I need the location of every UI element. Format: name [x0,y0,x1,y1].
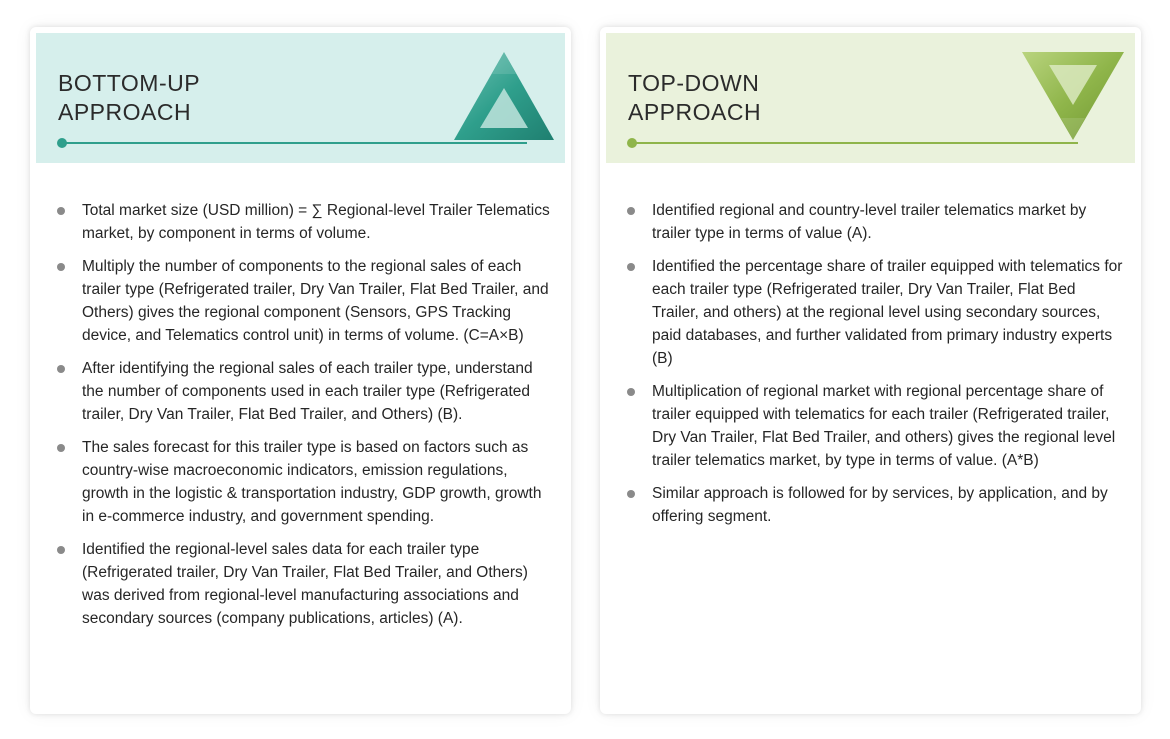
bullet-text: Identified regional and country-level trailer telematics market by trailer type in terms of value (A). [652,202,1087,242]
list-item [56,436,553,528]
list-item [626,380,1123,472]
bullet-text: Similar approach is followed for by services, by application, and by offering segment. [652,485,1108,525]
bullet-icon [627,207,635,215]
list-item [56,538,553,630]
list-item [626,199,1123,245]
bullet-icon [57,263,65,271]
list-item [626,255,1123,370]
top-down-bullet-list [626,199,1123,538]
top-down-header-line [632,142,1078,144]
bullet-text: Multiplication of regional market with regional percentage share of trailer equipped with telematics for each trailer (Refrigerated trailer, Dry Van Trailer, Flat Bed Trailer, and others) gives the regional level trailer telematics market, by type in terms of value. (A*B) [652,383,1116,469]
bullet-text: Multiply the number of components to the regional sales of each trailer type (Refrigerated trailer, Dry Van Trailer, Flat Bed Trailer, and Others) gives the regional component (Sensors, GPS Tracking device, and Telematics control unit) in terms of volume. (C=A×B) [82,258,549,344]
list-item [626,482,1123,528]
triangle-up-icon [452,50,556,142]
bullet-icon [627,263,635,271]
bullet-icon [57,444,65,452]
bottom-up-header-dot [57,138,67,148]
triangle-down-icon [1020,50,1126,142]
bullet-text: Identified the regional-level sales data for each trailer type (Refrigerated trailer, Dry Van Trailer, Flat Bed Trailer, and Others) was derived from regional-level manufacturing associations and secondary sources (company publications, articles) (A). [82,541,528,627]
bottom-up-header-line [62,142,527,144]
top-down-panel [600,27,1141,714]
list-item [56,199,553,245]
list-item [56,357,553,426]
bullet-text: The sales forecast for this trailer type is based on factors such as country-wise macroeconomic indicators, emission regulations, growth in the logistic & transportation industry, GDP growth, growth in e-commerce industry, and government spending. [82,439,542,525]
top-down-header-dot [627,138,637,148]
bullet-text: After identifying the regional sales of each trailer type, understand the number of components used in each trailer type (Refrigerated trailer, Dry Van Trailer, Flat Bed Trailer, and Others) (B). [82,360,533,423]
bullet-icon [627,388,635,396]
bullet-text: Total market size (USD million) = ∑ Regional-level Trailer Telematics market, by component in terms of volume. [82,202,550,242]
bullet-icon [57,546,65,554]
bullet-icon [627,490,635,498]
bottom-up-header [36,33,565,163]
bottom-up-panel [30,27,571,714]
top-down-header [606,33,1135,163]
list-item [56,255,553,347]
bullet-icon [57,365,65,373]
bullet-icon [57,207,65,215]
bullet-text: Identified the percentage share of trailer equipped with telematics for each trailer type (Refrigerated trailer, Dry Van Trailer, Flat Bed Trailer, and others) at the regional level using secondary sources, paid databases, and further validated from primary industry experts (B) [652,258,1123,367]
bottom-up-title: BOTTOM-UP APPROACH [58,70,201,125]
bottom-up-bullet-list [56,199,553,640]
top-down-title: TOP-DOWN APPROACH [628,70,762,125]
